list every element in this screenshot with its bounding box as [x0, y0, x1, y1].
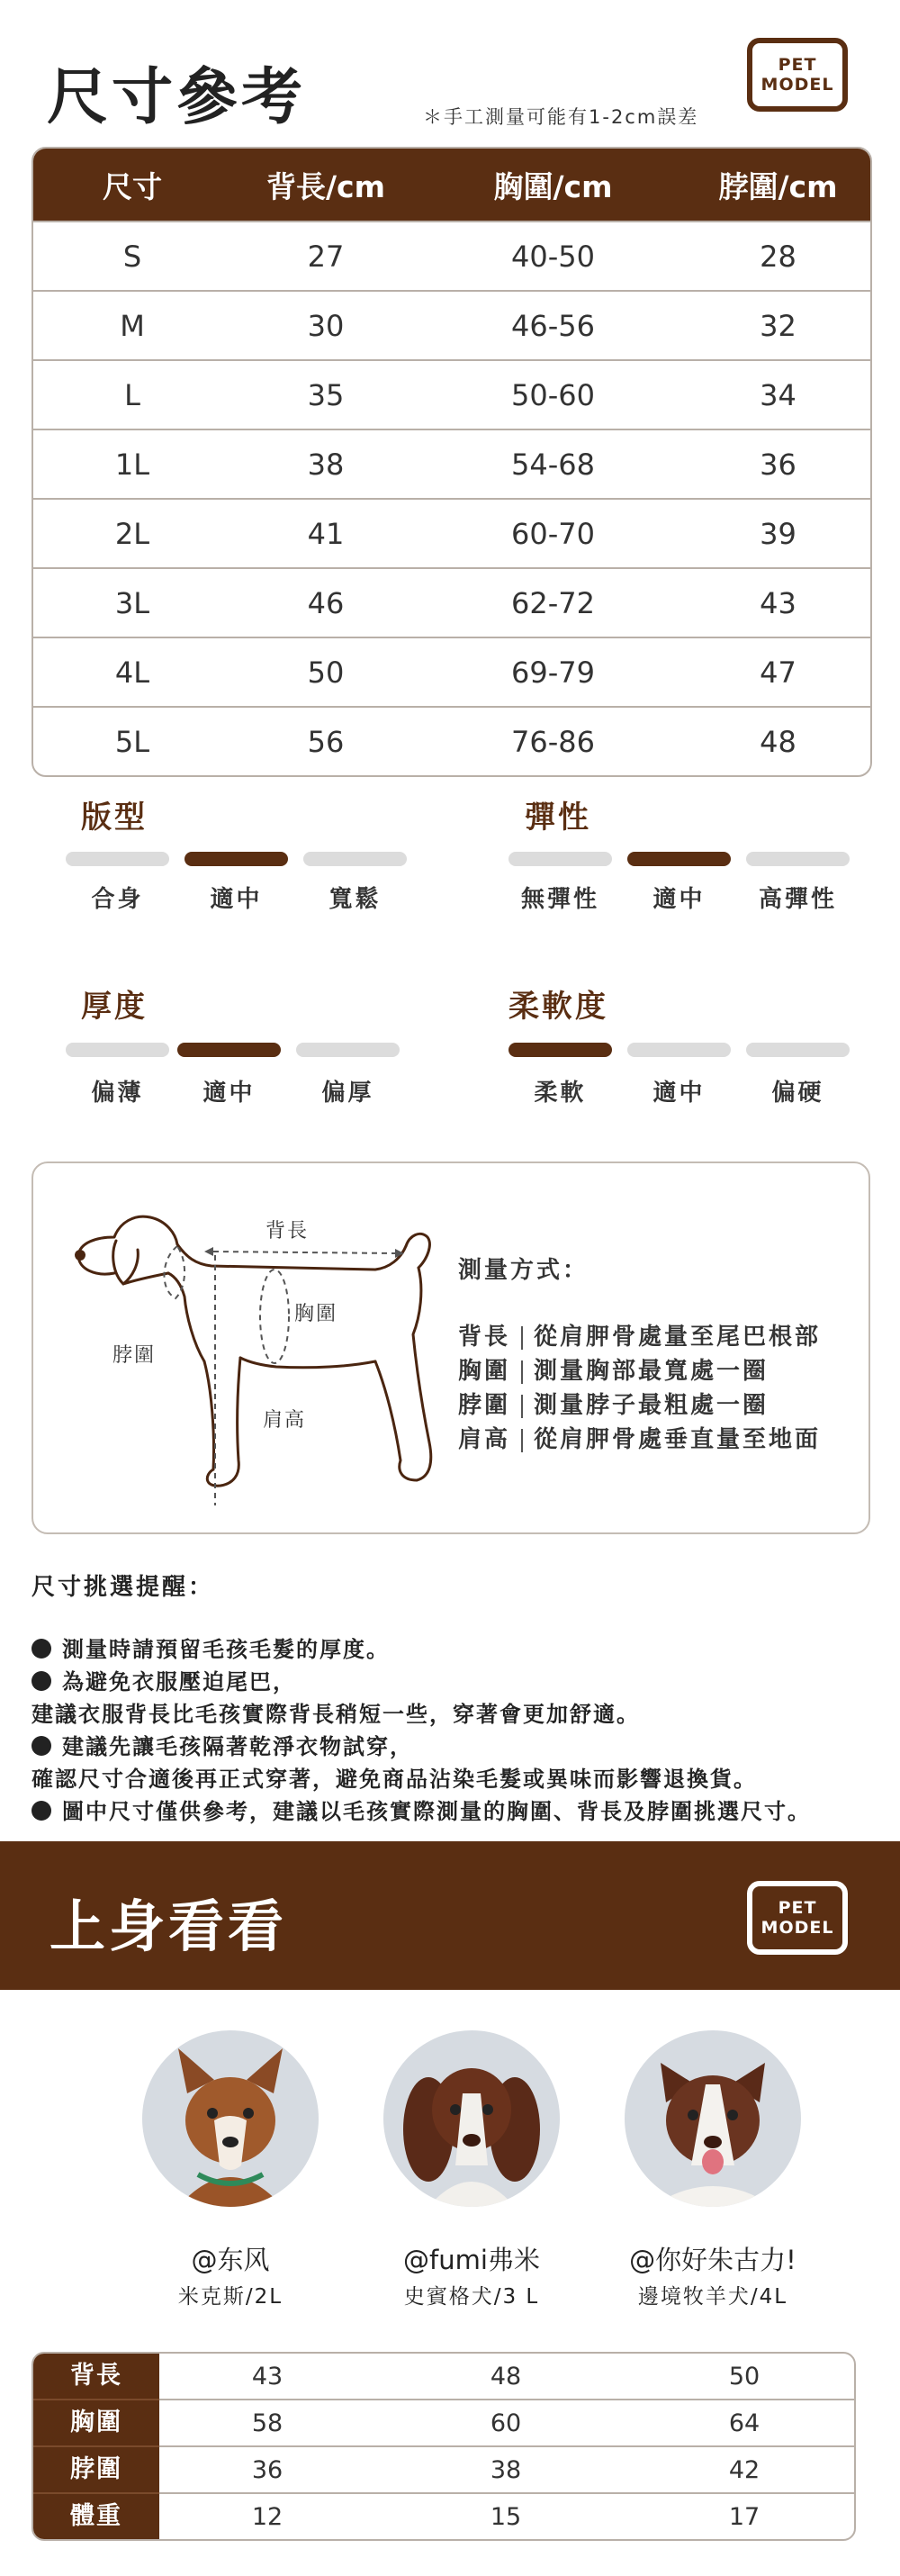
thickness-bar-1 — [177, 1043, 281, 1057]
table-row: 12 15 17 — [251, 2502, 760, 2531]
thickness-option: 偏薄 — [91, 1080, 144, 1107]
thickness-title: 厚度 — [81, 989, 148, 1025]
elasticity-bar-1 — [627, 852, 731, 866]
size-table-header — [33, 149, 870, 221]
softness-bar-2 — [746, 1043, 850, 1057]
fit-option: 寬鬆 — [328, 886, 382, 913]
table-row: 58 60 64 — [159, 2400, 854, 2447]
diagram-label-chest: 胸圍 — [294, 1303, 338, 1325]
tip-line: 建議先讓毛孩隔著乾淨衣物試穿， — [32, 1729, 413, 1760]
table-row: 2L 41 60-70 39 — [33, 498, 870, 567]
dog-portrait-icon — [383, 2030, 560, 2207]
fit-title: 版型 — [81, 800, 148, 836]
tips-title: 尺寸挑選提醒： — [32, 1574, 215, 1601]
models-banner — [0, 1841, 900, 1990]
table-row: S 27 40-50 28 — [33, 221, 870, 290]
table-row: 5L 56 76-86 48 — [33, 706, 870, 775]
tip-line: 圖中尺寸僅供參考，建議以毛孩實際測量的胸圍、背長及脖圍挑選尺寸。 — [32, 1794, 811, 1825]
pet-model-logo: PET MODEL — [747, 1881, 848, 1955]
elasticity-option: 無彈性 — [520, 886, 599, 913]
measure-title: 測量方式： — [458, 1257, 590, 1284]
dog-photo-2 — [383, 2030, 560, 2207]
tip-line: 確認尺寸合適後再正式穿著，避免商品沾染毛髮或異味而影響退換貨。 — [32, 1767, 757, 1792]
dog-photo-1 — [142, 2030, 319, 2207]
measure-line: 背長 從肩胛骨處量至尾巴根部 — [458, 1324, 822, 1351]
dog-name-3: @你好朱古力! — [629, 2245, 796, 2275]
measure-line: 肩高 從肩胛骨處垂直量至地面 — [458, 1426, 822, 1453]
measurement-guide — [32, 1161, 870, 1534]
measurement-note: ＊手工測量可能有1-2cm誤差 — [423, 106, 699, 128]
header-back-length: 背長/cm — [266, 168, 385, 204]
table-row: 36 38 42 — [159, 2447, 854, 2494]
softness-option: 柔軟 — [534, 1080, 587, 1107]
dog-portrait-icon — [142, 2030, 319, 2207]
page-title: 尺寸參考 — [47, 62, 307, 133]
dog-name-2: @fumi弗米 — [403, 2245, 540, 2275]
dog-breed-1: 米克斯/2L — [177, 2285, 284, 2309]
table-row: L 35 50-60 34 — [33, 359, 870, 429]
dog-breed-2: 史賓格犬/3 L — [403, 2285, 540, 2309]
table-row: 1L 38 54-68 36 — [33, 429, 870, 498]
elasticity-option: 高彈性 — [758, 886, 837, 913]
models-title: 上身看看 — [50, 1894, 288, 1959]
thickness-bar-0 — [66, 1043, 169, 1057]
model-measure-table — [32, 2352, 856, 2541]
fit-bar-1 — [184, 852, 288, 866]
elasticity-bar-0 — [508, 852, 612, 866]
dog-breed-3: 邊境牧羊犬/4L — [637, 2285, 788, 2309]
diagram-label-back: 背長 — [266, 1220, 310, 1243]
dog-portrait-icon — [625, 2030, 801, 2207]
dog-photo-3 — [625, 2030, 801, 2207]
elasticity-title: 彈性 — [525, 800, 591, 836]
fit-option: 適中 — [210, 886, 263, 913]
measure-line: 胸圍 測量胸部最寬處一圈 — [458, 1358, 770, 1385]
tip-line: 為避免衣服壓迫尾巴， — [32, 1664, 296, 1695]
model-table-row-headers: 背長 胸圍 脖圍 體重 — [33, 2354, 159, 2539]
softness-title: 柔軟度 — [508, 989, 608, 1025]
diagram-label-shoulder: 肩高 — [263, 1409, 307, 1432]
table-row: M 30 46-56 32 — [33, 290, 870, 359]
fit-bar-2 — [303, 852, 407, 866]
fit-option: 合身 — [91, 886, 144, 913]
table-row: 4L 50 69-79 47 — [33, 637, 870, 706]
thickness-bar-2 — [296, 1043, 400, 1057]
tip-line: 建議衣服背長比毛孩實際背長稍短一些，穿著會更加舒適。 — [32, 1702, 640, 1727]
elasticity-option: 適中 — [652, 886, 706, 913]
diagram-label-neck: 脖圍 — [112, 1344, 157, 1367]
softness-option: 適中 — [652, 1080, 706, 1107]
size-table — [32, 147, 872, 777]
softness-bar-0 — [508, 1043, 612, 1057]
pet-model-logo: PET MODEL — [747, 38, 848, 112]
softness-bar-1 — [627, 1043, 731, 1057]
header-chest: 胸圍/cm — [493, 168, 613, 204]
thickness-option: 適中 — [202, 1080, 256, 1107]
table-row: 43 48 50 — [159, 2354, 854, 2400]
tip-line: 測量時請預留毛孩毛髮的厚度。 — [32, 1631, 390, 1663]
thickness-option: 偏厚 — [321, 1080, 374, 1107]
elasticity-bar-2 — [746, 852, 850, 866]
header-size: 尺寸 — [103, 168, 162, 204]
measure-line: 脖圍 測量脖子最粗處一圈 — [458, 1392, 770, 1419]
table-row: 3L 46 62-72 43 — [33, 567, 870, 637]
header-neck: 脖圍/cm — [718, 168, 838, 204]
dog-name-1: @东风 — [191, 2245, 270, 2275]
fit-bar-0 — [66, 852, 169, 866]
softness-option: 偏硬 — [771, 1080, 824, 1107]
